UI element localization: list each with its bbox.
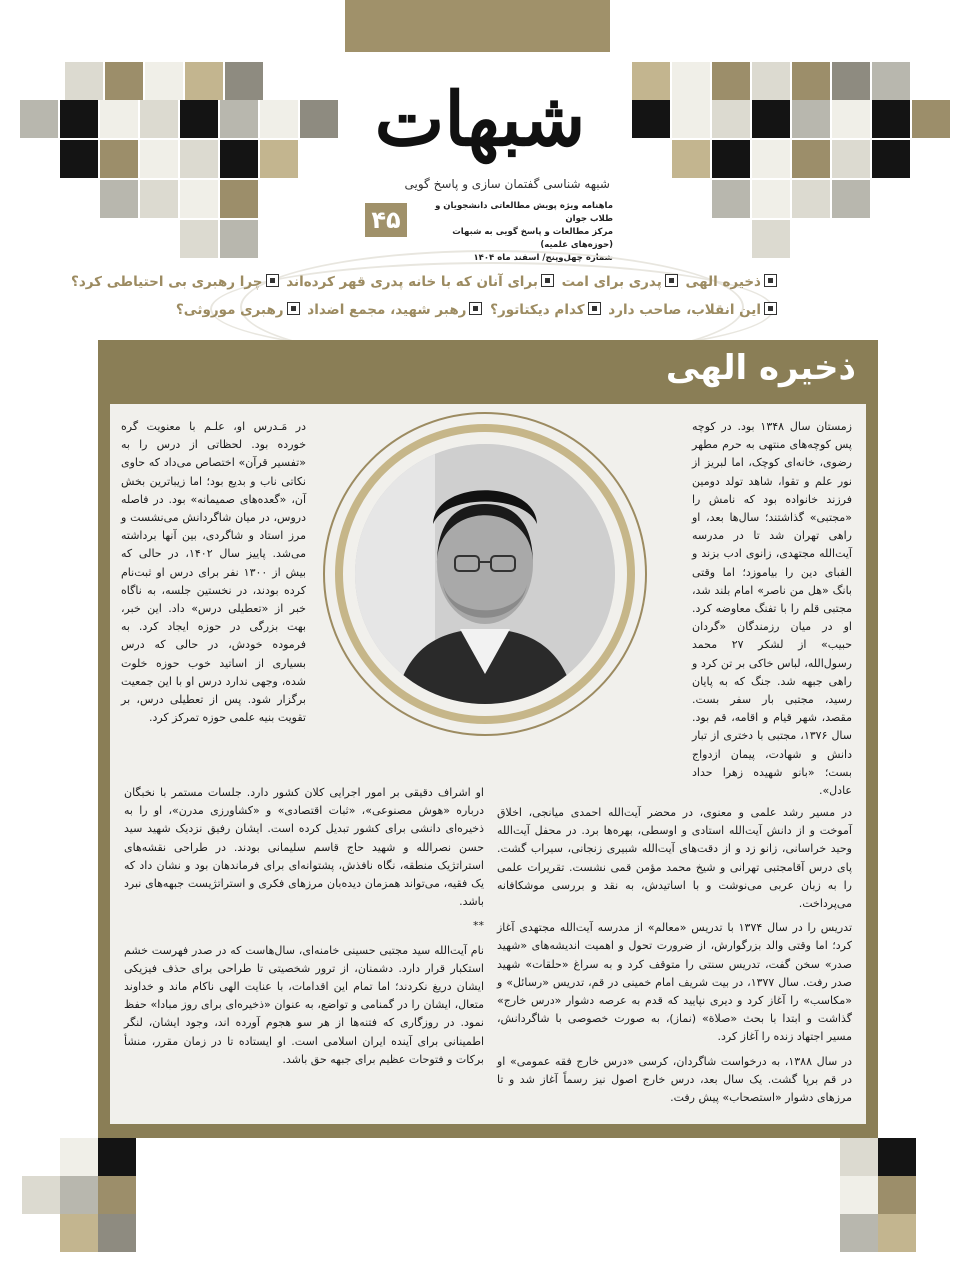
headline-link[interactable]: برای آنان که با خانه پدری قهر کرده‌اند [286, 274, 538, 290]
paragraph: در مسیر رشد علمی و معنوی، در محضر آیت‌الله احمدی میانجی، اخلاق آموخت و از دانش آیت‌الله استادی و اوسطی، بهره‌ها برد. در محفل آیت‌الله وحید خراسانی، زانو زد و از دقت‌های آیت‌الله شبیری زنجانی، سیراب گشت. پای درس آقامجتبی تهرانی و شیخ محمد مؤمن قمی نشست. تقریرات علمی را به زبان عربی می‌نوشت و با اساتیدش، به نقد و بررسی موشکافانه می‌پرداخت. [497, 806, 852, 911]
article-column-right [692, 418, 853, 798]
paragraph: نام آیت‌الله سید مجتبی حسینی خامنه‌ای، سال‌هاست که در صدر فهرست خشم استکبار قرار دارد. دشمنان، از ترور شخصیتی تا طراحی برای حذف فیزیکی ایشان دریغ نکردند؛ اما تمام این اقدامات، با عنایت الهی ناکام ماند و خداوند متعال، ایشان را در گمنامی و تواضع، به عنوان «ذخیره‌ای برای روز مبادا» حفظ نمود. در روزگاری که فتنه‌ها از هر سو هجوم آورده اند، وجود ایشان، لنگر اطمینانی برای آینده ایران اسلامی است. او ایستاده تا در زمان مقرر، منشأ برکات و فتوحات عظیم برای جبهه حق باشد. [124, 943, 484, 1066]
bullet-icon [665, 274, 678, 287]
paragraph: در سال ۱۳۸۸، به درخواست شاگردان، کرسی «درس خارج فقه عمومی» او در قم برپا گشت. یک سال بعد، درس خارج اصول نیز رسماً آغاز شد و تا مرزهای دشوار «استصحاب» پیش رفت. [497, 1054, 852, 1105]
masthead-tagline: شبهه شناسی گفتمان سازی و پاسخ گویی [404, 177, 610, 191]
headline-link[interactable]: ذخیره الهی [685, 274, 761, 290]
masthead [330, 70, 630, 180]
masthead-line-1: ماهنامه ویژه پویش مطالعاتی دانشجویان و طلاب جوان [435, 201, 613, 224]
bullet-icon [588, 302, 601, 315]
article-column-bottom-left [124, 784, 484, 1114]
article-column-bottom-right [497, 804, 852, 1124]
article-title-bar [98, 340, 878, 404]
bullet-icon [287, 302, 300, 315]
headline-row-1 [70, 268, 780, 296]
bullet-icon [764, 302, 777, 315]
headline-index [70, 268, 780, 324]
headline-link[interactable]: چرا رهبری بی احتیاطی کرد؟ [70, 274, 263, 290]
headline-link[interactable]: رهبر شهید، مجمع اضداد [307, 302, 467, 318]
bullet-icon [764, 274, 777, 287]
article-body [110, 404, 866, 1124]
masthead-line-3: شماره چهل‌وپنج/ اسفند ماه ۱۴۰۴ [473, 253, 613, 263]
article-title: ذخیره الهی [665, 348, 856, 388]
paragraph: تدریس را در سال ۱۳۷۴ با تدریس «معالم» از مدرسه آیت‌الله مجتهدی آغاز کرد؛ اما وقتی والد بزرگوارش، از ضرورت تحول و اهمیت اندیشه‌های «شهید صدر» سخن گفت، تدریس سنتی را متوقف کرد و به سراغ «حلقات» شهید صدر رفت. سال ۱۳۷۷، در بیت شریف امام خمینی در قم، تدریس «رسائل» و «مکاسب» را آغاز کرد و دیری نپایید که قدم به عرصه دشوار «درس خارج» گذاشت و ابتدا با بحث «صلاة» (نماز)، به صورت خصوصی با شاگردانش، مسیر اجتهاد زنده را آغاز کرد. [497, 921, 852, 1044]
paragraph: در مَـدرس او، علـم با معنویت گره خورده بود. لحظاتی از درس را به «تفسیر قرآن» اختصاص می‌داد که حاوی نکاتی ناب و بدیع بود؛ اما زیباترین بخش آن، «گعده‌های صمیمانه» بود. در فاصله دروس، در میان شاگردانش می‌نشست و مرز استاد و شاگردی، بین آنها برداشته می‌شد. پاییز سال ۱۴۰۲، در حالی که بیش از ۱۳۰۰ نفر برای درس او ثبت‌نام کرده بودند، در نخستین جلسه، به ناگاه خبر از «تعطیلی درس» داد. این خبر، بهت بزرگی در حوزه ایجاد کرد. به فرموده خودش، در حالی که درس بسیاری از اساتید خوب حوزه خلوت شده، وجهی ندارد درس او با این جمعیت برگزار شود. پس از تعطیلی درس، بر تقویت بنیه علمی حوزه تمرکز کرد. [121, 420, 307, 725]
paragraph: او اشراف دقیقی بر امور اجرایی کلان کشور دارد. جلسات مستمر با نخبگان درباره «هوش مصنوعی»، «ثبات اقتصادی» و «کشاورزی مدرن»، او را به ذخیره‌ای دانشی برای کشور تبدیل کرده است. ایشان رفیق نزدیک شهید سید حسن نصرالله و شهید حاج قاسم سلیمانی بودند. در طراحی نقشه‌های استراتژیک منطقه، نگاه نافذش، پشتوانه‌ای برای فرماندهان بود و نشان داد که یک فقیه، می‌تواند همزمان دیده‌بان مرزهای فکری و استراتژیست جبهه‌های نبرد باشد. [124, 786, 484, 909]
bullet-icon [266, 274, 279, 287]
top-accent-band [345, 0, 610, 52]
portrait-photo [355, 444, 615, 704]
bullet-icon [541, 274, 554, 287]
bullet-icon [469, 302, 482, 315]
headline-link[interactable]: رهبری موروثی؟ [175, 302, 284, 318]
headline-link[interactable]: این انقلاب، صاحب دارد [608, 302, 761, 318]
paragraph: زمستان سال ۱۳۴۸ بود. در کوچه پس کوچه‌های منتهی به حرم مطهر رضوی، خانه‌ای کوچک، اما لبریز از نور علم و تقوا، شاهد تولد دومین فرزند خانواده بود که نامش را «مجتبی» گذاشتند؛ سال‌ها بعد، او راهی تهران شد تا در مدرسه آیت‌الله مجتهدی، زانوی ادب بزند و الفبای دین را بیاموزد؛ اما وقتی بانگ «هل من ناصر» امام بلند شد، مجتبی قلم را با تفنگ معاوضه کرد. او در میان رزمندگان «گردان حبیب» از لشکر ۲۷ محمد رسول‌الله، لباس خاکی بر تن کرد و راهی جبهه شد. جنگ که به پایان رسید، مجتبی بار سفر بست. مقصد، شهر قیام و اقامه، قم بود. سال ۱۳۷۶، مجتبی با دختری از تبار دانش و شهادت، پیمان ازدواج بست؛ «بانو شهیده زهرا حداد عادل». [692, 420, 853, 798]
issue-number-badge: ۴۵ [365, 203, 407, 237]
article-frame [98, 340, 878, 1138]
section-separator: ** [473, 919, 484, 933]
portrait-figure-icon [355, 444, 615, 704]
article-column-left [121, 418, 306, 808]
headline-link[interactable]: پدری برای امت [561, 274, 662, 290]
headline-row-2 [175, 296, 780, 324]
magazine-logo: شبهات [374, 77, 586, 163]
headline-link[interactable]: کدام دیکتاتور؟ [490, 302, 585, 318]
masthead-line-2: مرکز مطالعات و پاسخ گویی به شبهات (حوزه‌های علمیه) [452, 227, 613, 250]
